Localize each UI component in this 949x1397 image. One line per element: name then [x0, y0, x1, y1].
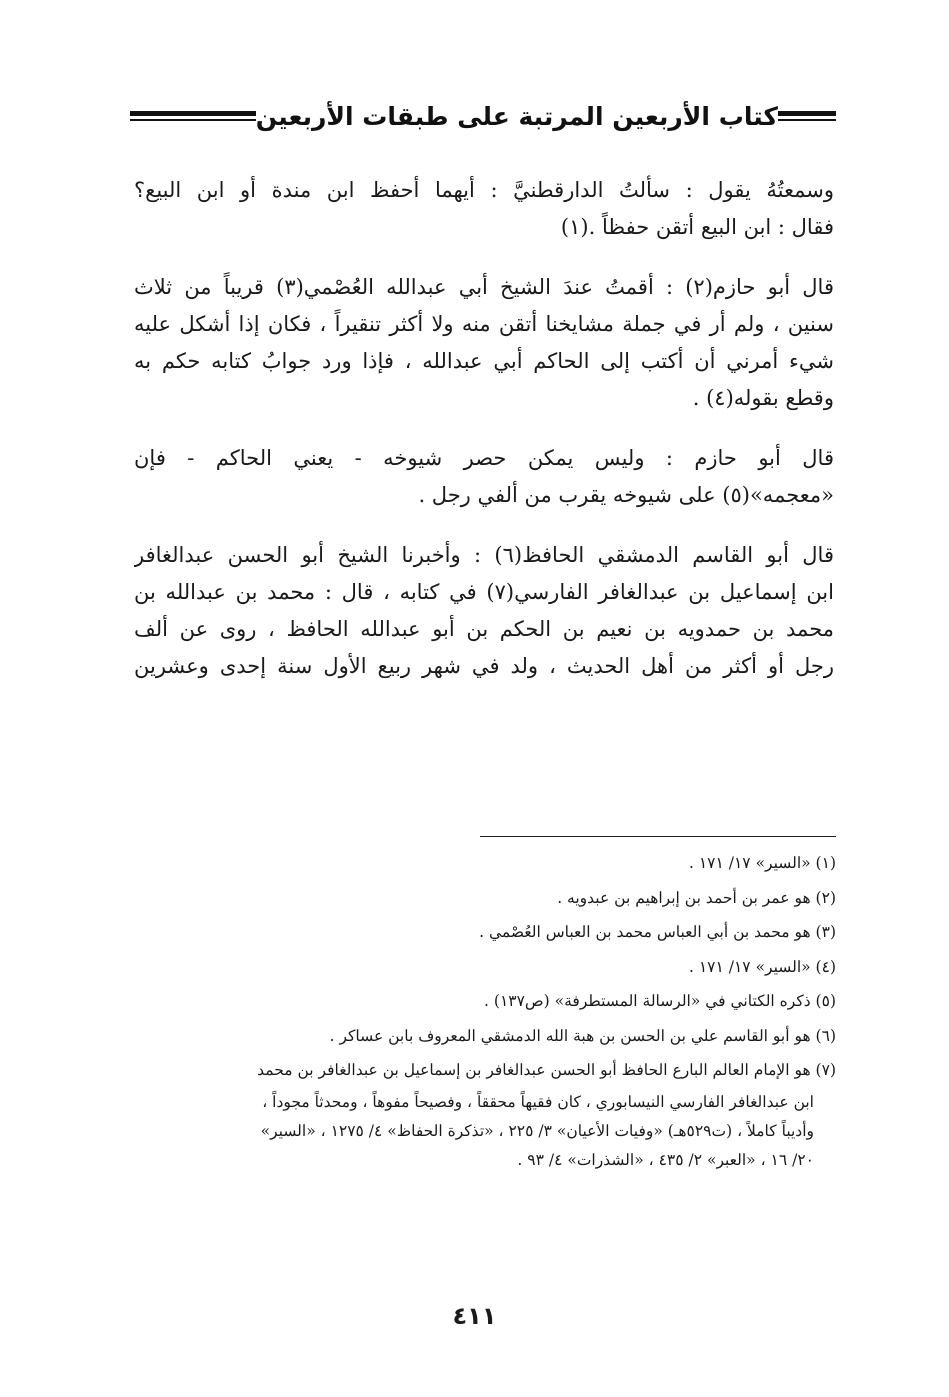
header-rule-right — [778, 111, 836, 121]
footnote-7-continuation: ٢٠/ ١٦ ، «العبر» ٢/ ٤٣٥ ، «الشذرات» ٤/ ٩٣ . — [517, 1150, 814, 1169]
footnote-3: (٣) هو محمد بن أبي العباس محمد بن العباس العُصْمي . — [479, 923, 836, 941]
footnote-7-continuation: وأديباً كاملاً ، (ت٥٢٩هـ) «وفيات الأعيان» ٣/ ٢٢٥ ، «تذكرة الحفاظ» ٤/ ١٢٧٥ ، «السير» — [260, 1121, 814, 1140]
text-line: فقال : ابن البيع أتقن حفظاً .(١) — [560, 215, 834, 239]
text-line: محمد بن حمدويه بن نعيم بن الحكم بن أبو عبدالله الحافظ ، روى عن ألف — [134, 617, 834, 641]
footnote-4: (٤) «السير» ١٧/ ١٧١ . — [688, 957, 836, 976]
paragraph — [134, 440, 834, 514]
text-line: قال أبو القاسم الدمشقي الحافظ(٦) : وأخبرنا الشيخ أبو الحسن عبدالغافر — [134, 543, 834, 567]
main-text — [134, 172, 834, 708]
text-line: شيء أمرني أن أكتب إلى الحاكم أبي عبدالله ، فإذا ورد جوابُ كتابه حكم به — [134, 349, 834, 373]
header-rule-left — [130, 111, 256, 121]
footnote-5: (٥) ذكره الكتاني في «الرسالة المستطرفة» (ص١٣٧) . — [484, 992, 836, 1010]
text-line: وقطع بقوله(٤) . — [692, 386, 834, 410]
text-line: رجل أو أكثر من أهل الحديث ، ولد في شهر ربيع الأول سنة إحدى وعشرين — [134, 654, 834, 678]
footnote-1: (١) «السير» ١٧/ ١٧١ . — [688, 854, 836, 872]
paragraph — [134, 172, 834, 246]
paragraph — [134, 537, 834, 685]
footnote-6: (٦) هو أبو القاسم علي بن الحسن بن هبة الله الدمشقي المعروف بابن عساكر . — [329, 1026, 836, 1045]
text-line: ابن إسماعيل بن عبدالغافر الفارسي(٧) في كتابه ، قال : محمد بن عبدالله بن — [134, 580, 834, 604]
footnote-7: (٧) هو الإمام العالم البارع الحافظ أبو الحسن عبدالغافر بن إسماعيل بن عبدالغافر بن محمد — [257, 1061, 836, 1079]
paragraph — [134, 269, 834, 417]
text-line: قال أبو حازم : وليس يمكن حصر شيوخه - يعني الحاكم - فإن — [134, 446, 834, 470]
page-number: ٤١١ — [452, 1302, 497, 1330]
footnote-separator — [480, 836, 836, 837]
footnote-7-continuation: ابن عبدالغافر الفارسي النيسابوري ، كان فقيهاً محققاً ، وفصيحاً مفوهاً ، ومحدثاً مجوداً ، — [262, 1092, 814, 1111]
running-header — [130, 96, 836, 136]
header-title: كتاب الأربعين المرتبة على طبقات الأربعين — [255, 101, 778, 131]
text-line: سنين ، ولم أر في جملة مشايخنا أتقن منه ولا أكثر تنقيراً ، فكان إذا أشكل عليه — [134, 312, 834, 336]
text-line: وسمعتُهُ يقول : سألتُ الدارقطنيَّ : أيهما أحفظ ابن مندة أو ابن البيع؟ — [134, 178, 834, 202]
footnotes — [130, 846, 836, 1175]
footnote-2: (٢) هو عمر بن أحمد بن إبراهيم بن عبدويه . — [557, 888, 836, 907]
text-line: قال أبو حازم(٢) : أقمتُ عندَ الشيخ أبي عبدالله العُصْمي(٣) قريباً من ثلاث — [134, 275, 834, 299]
text-line: «معجمه»(٥) على شيوخه يقرب من ألفي رجل . — [418, 483, 834, 507]
